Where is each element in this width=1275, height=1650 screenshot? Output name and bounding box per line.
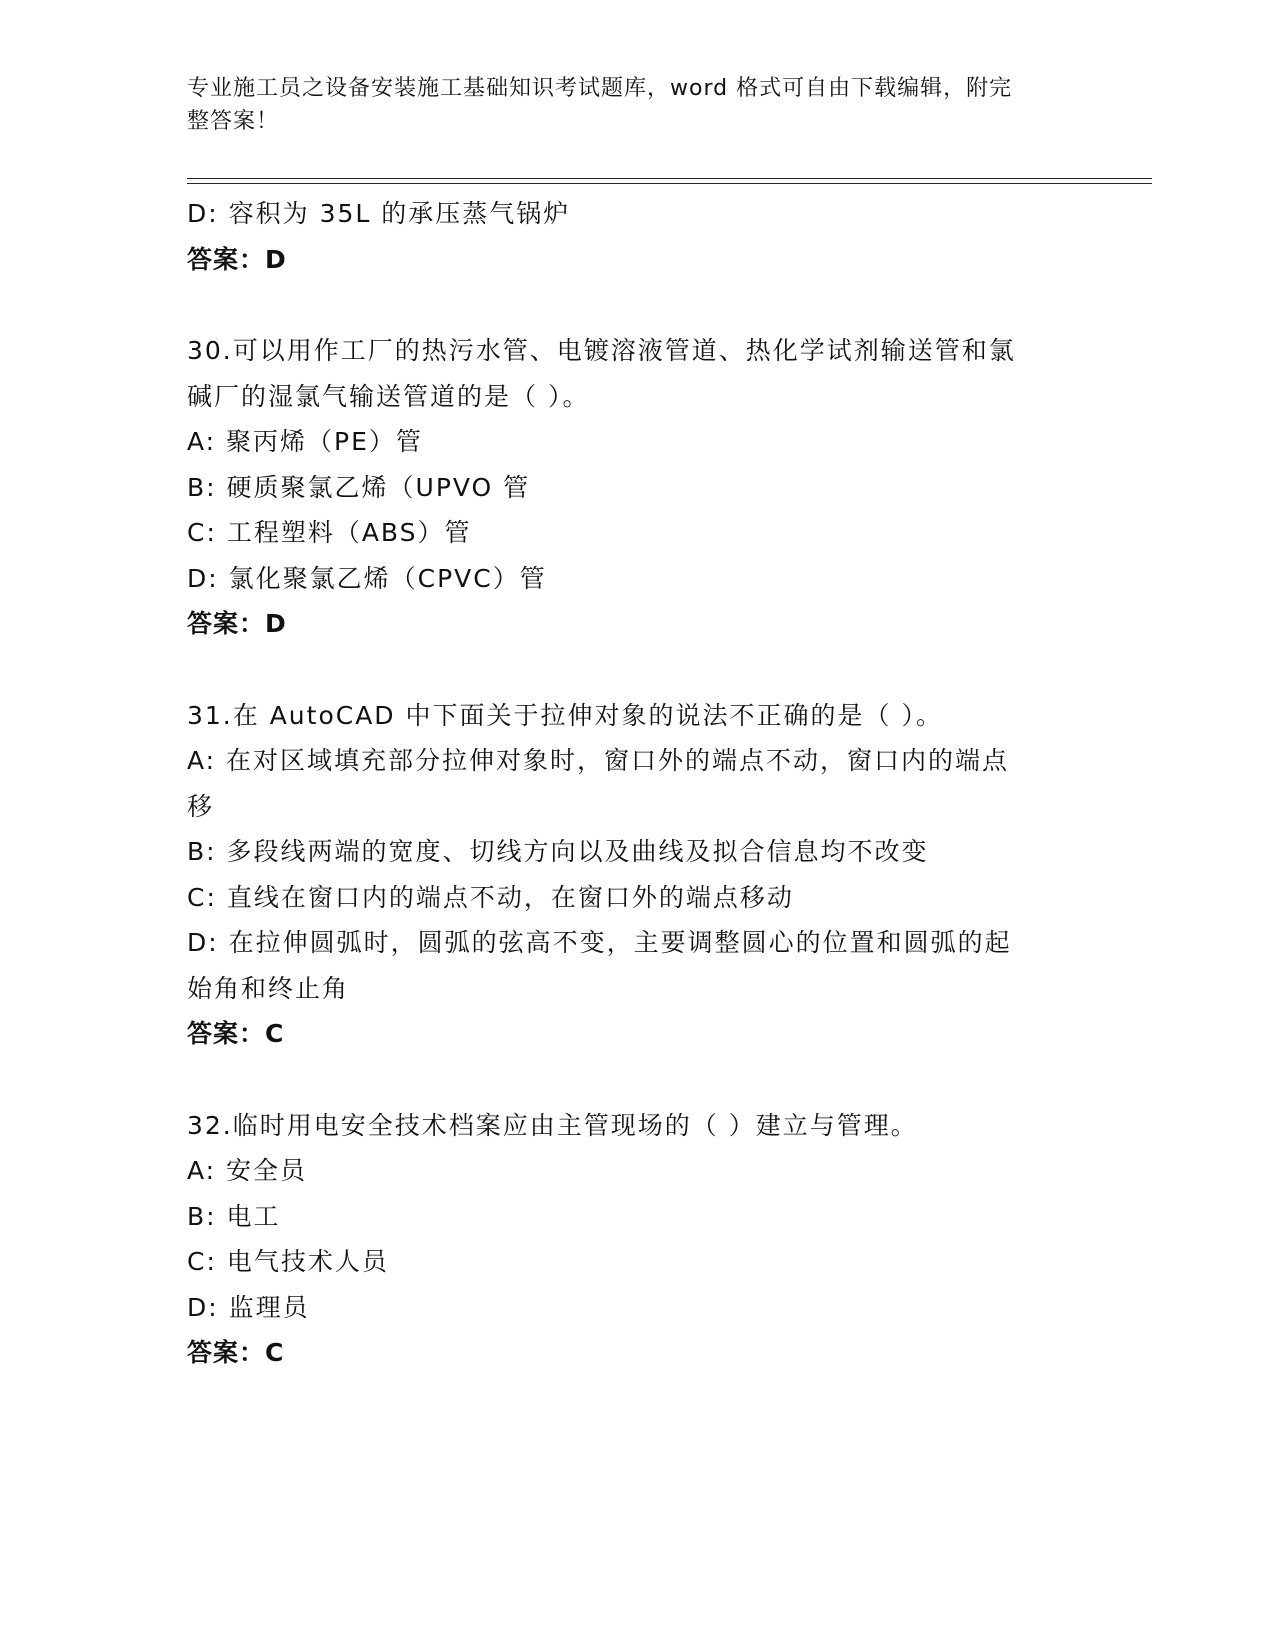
option-a: A: 聚丙烯（PE）管 [187,427,423,456]
answer-line: 答案：D [187,244,287,274]
answer-line: 答案：C [187,1338,285,1367]
option-c: C: 直线在窗口内的端点不动，在窗口外的端点移动 [187,882,794,912]
option-b: B: 硬质聚氯乙烯（UPVO 管 [187,472,531,502]
answer-line: 答案：D [187,609,287,638]
question-31 [187,693,1087,1057]
option-d: D: 监理员 [187,1292,310,1322]
header-divider-top [187,178,1152,179]
option-a: A: 在对区域填充部分拉伸对象时，窗口外的端点不动，窗口内的端点 [187,746,1010,775]
option-a-continuation: 移 [187,791,215,821]
option-d: D: 容积为 35L 的承压蒸气锅炉 [187,199,571,228]
option-b: B: 电工 [187,1201,281,1231]
question-32 [187,1103,1087,1376]
header-divider-bottom [187,183,1152,184]
option-d: D: 在拉伸圆弧时，圆弧的弦高不变，主要调整圆心的位置和圆弧的起 [187,928,1012,957]
spacer [187,647,1087,693]
question-text-line: 碱厂的湿氯气输送管道的是（ ）。 [187,381,590,411]
spacer [187,282,1087,328]
previous-question-tail [187,191,1087,282]
option-c: C: 工程塑料（ABS）管 [187,518,472,547]
document-header [187,72,1087,138]
option-a: A: 安全员 [187,1156,308,1185]
question-text-line: 31.在 AutoCAD 中下面关于拉伸对象的说法不正确的是（ ）。 [187,700,943,730]
answer-line: 答案：C [187,1019,285,1048]
option-d-continuation: 始角和终止角 [187,973,350,1003]
option-c: C: 电气技术人员 [187,1247,389,1276]
option-b: B: 多段线两端的宽度、切线方向以及曲线及拟合信息均不改变 [187,837,929,866]
header-line-1: 专业施工员之设备安装施工基础知识考试题库，word 格式可自由下载编辑，附完 [187,76,1013,101]
spacer [187,1057,1087,1103]
question-30 [187,328,1087,647]
option-d: D: 氯化聚氯乙烯（CPVC）管 [187,563,547,593]
header-line-2: 整答案！ [187,109,280,134]
question-text-line: 30.可以用作工厂的热污水管、电镀溶液管道、热化学试剂输送管和氯 [187,336,1016,365]
question-list [187,191,1087,1376]
question-text-line: 32.临时用电安全技术档案应由主管现场的（ ）建立与管理。 [187,1110,918,1140]
